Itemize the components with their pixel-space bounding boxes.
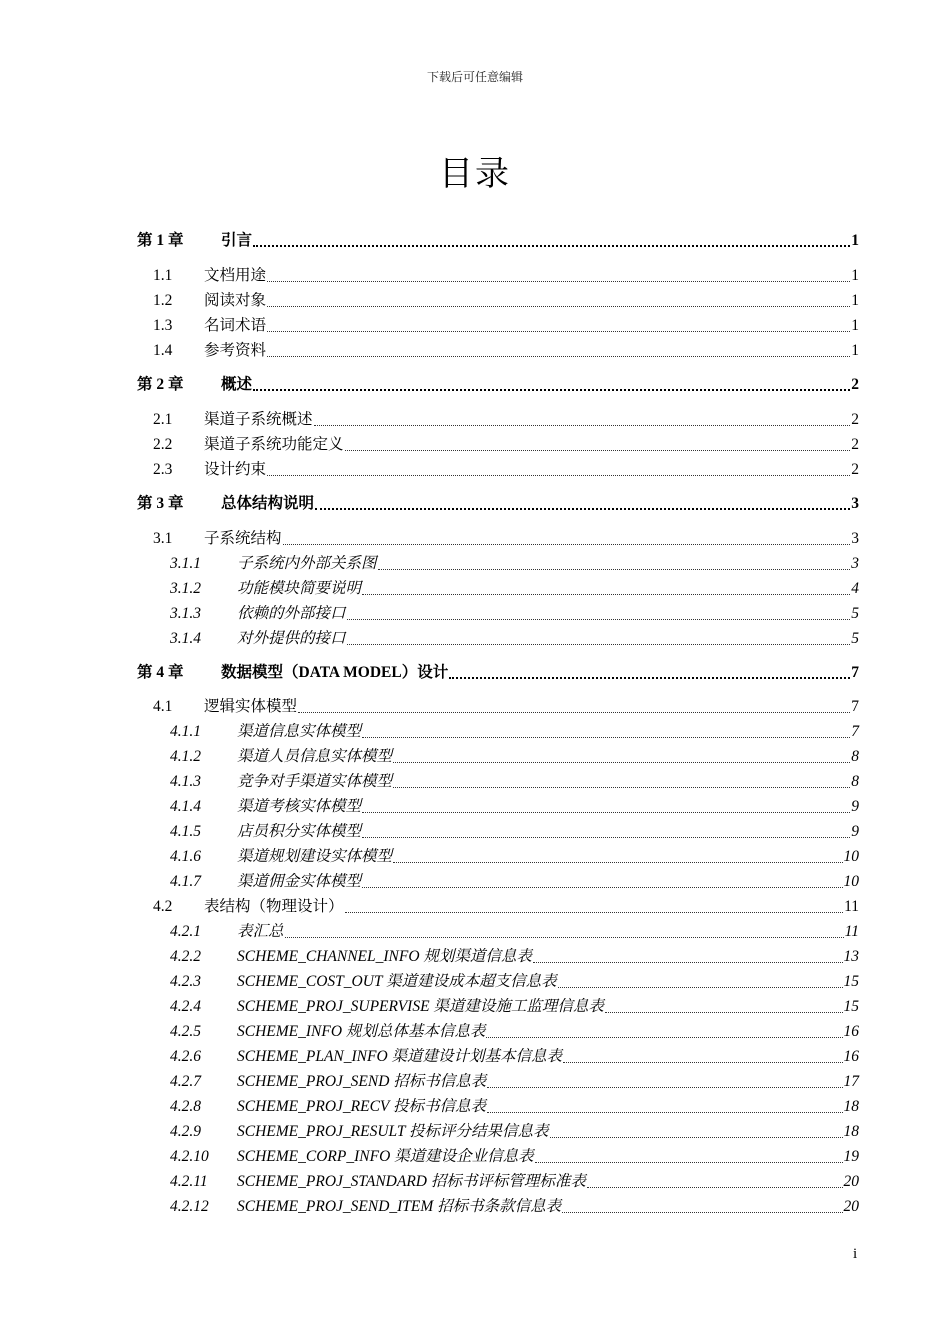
toc-entry-number: 4.1.5 [170, 823, 201, 840]
toc-dot-leader [533, 962, 843, 963]
toc-entry-number: 4.2.5 [170, 1023, 201, 1040]
toc-entry-title: 总体结构说明 [221, 495, 315, 512]
toc-dot-leader [267, 331, 850, 332]
toc-entry-page: 1 [851, 267, 859, 284]
toc-entry-title: 渠道子系统概述 [204, 411, 313, 428]
toc-entry-page: 11 [844, 898, 859, 915]
toc-dot-leader [487, 1112, 843, 1113]
toc-dot-leader [393, 787, 850, 788]
toc-entry-title: 竞争对手渠道实体模型 [237, 773, 393, 790]
toc-entry-number: 4.2.8 [170, 1098, 201, 1115]
toc-entry-title: SCHEME_PLAN_INFO 渠道建设计划基本信息表 [237, 1048, 563, 1065]
toc-entry-number: 4.2.10 [170, 1148, 209, 1165]
toc-entry-page: 17 [843, 1073, 859, 1090]
toc-entry-page: 10 [843, 873, 859, 890]
toc-entry-level-3[interactable] [137, 1045, 859, 1067]
toc-dot-leader [362, 887, 842, 888]
toc-entry-level-3[interactable] [137, 1095, 859, 1117]
toc-dot-leader [345, 912, 844, 913]
toc-entry-page: 4 [851, 580, 859, 597]
toc-entry-level-3[interactable] [137, 1120, 859, 1142]
toc-entry-title: 渠道规划建设实体模型 [237, 848, 393, 865]
toc-entry-page: 2 [851, 436, 859, 453]
toc-entry-level-3[interactable] [137, 1070, 859, 1092]
toc-entry-level-1[interactable] [137, 492, 859, 514]
toc-entry-number: 4.1.2 [170, 748, 201, 765]
toc-entry-page: 9 [851, 823, 859, 840]
toc-dot-leader [253, 245, 850, 247]
page-number: i [853, 1246, 858, 1262]
toc-entry-page: 1 [851, 292, 859, 309]
toc-entry-number: 3.1.4 [170, 630, 201, 647]
toc-entry-level-2[interactable] [137, 408, 859, 430]
toc-entry-page: 11 [844, 923, 859, 940]
toc-entry-number: 1.1 [153, 267, 173, 284]
toc-entry-level-3[interactable] [137, 1145, 859, 1167]
toc-entry-title: SCHEME_PROJ_RESULT 投标评分结果信息表 [237, 1123, 549, 1140]
toc-dot-leader [378, 569, 851, 570]
toc-entry-title: 依赖的外部接口 [237, 605, 346, 622]
toc-entry-page: 1 [851, 232, 859, 249]
toc-entry-number: 第 2 章 [137, 376, 184, 393]
toc-entry-page: 5 [851, 630, 859, 647]
toc-entry-level-3[interactable] [137, 745, 859, 767]
toc-dot-leader [362, 812, 850, 813]
toc-entry-number: 第 3 章 [137, 495, 184, 512]
toc-entry-title: 渠道子系统功能定义 [204, 436, 344, 453]
toc-entry-level-3[interactable] [137, 945, 859, 967]
toc-entry-page: 19 [843, 1148, 859, 1165]
toc-entry-number: 4.2.12 [170, 1198, 209, 1215]
toc-entry-title: 参考资料 [204, 342, 267, 359]
toc-entry-number: 4.1 [153, 698, 173, 715]
toc-entry-number: 4.1.7 [170, 873, 201, 890]
toc-entry-title: 渠道佣金实体模型 [237, 873, 362, 890]
toc-entry-number: 4.1.1 [170, 723, 201, 740]
toc-entry-title: 名词术语 [204, 317, 267, 334]
toc-entry-level-2[interactable] [137, 314, 859, 336]
toc-entry-number: 4.2.4 [170, 998, 201, 1015]
toc-entry-number: 2.1 [153, 411, 173, 428]
toc-entry-page: 15 [843, 973, 859, 990]
toc-entry-level-3[interactable] [137, 552, 859, 574]
toc-dot-leader [267, 475, 850, 476]
toc-entry-title: SCHEME_COST_OUT 渠道建设成本超支信息表 [237, 973, 557, 990]
toc-entry-number: 4.2.7 [170, 1073, 201, 1090]
toc-entry-title: SCHEME_CORP_INFO 渠道建设企业信息表 [237, 1148, 534, 1165]
toc-entry-title: SCHEME_PROJ_SEND_ITEM 招标书条款信息表 [237, 1198, 562, 1215]
toc-entry-page: 3 [851, 530, 859, 547]
toc-entry-title: 渠道人员信息实体模型 [237, 748, 393, 765]
toc-entry-page: 13 [843, 948, 859, 965]
toc-entry-title: 数据模型（DATA MODEL）设计 [221, 664, 449, 681]
toc-dot-leader [347, 619, 851, 620]
toc-dot-leader [362, 837, 850, 838]
toc-entry-level-3[interactable] [137, 720, 859, 742]
toc-dot-leader [558, 987, 843, 988]
toc-dot-leader [267, 306, 850, 307]
toc-dot-leader [253, 389, 850, 391]
toc-dot-leader [487, 1087, 842, 1088]
toc-entry-title: 概述 [221, 376, 253, 393]
toc-entry-level-1[interactable] [137, 373, 859, 395]
toc-entry-level-2[interactable] [137, 695, 859, 717]
toc-entry-title: 功能模块简要说明 [237, 580, 362, 597]
toc-entry-number: 4.1.3 [170, 773, 201, 790]
toc-entry-page: 15 [843, 998, 859, 1015]
toc-entry-page: 3 [851, 555, 859, 572]
toc-entry-title: 设计约束 [204, 461, 267, 478]
toc-entry-number: 第 1 章 [137, 232, 184, 249]
toc-entry-number: 4.1.6 [170, 848, 201, 865]
toc-entry-number: 3.1.3 [170, 605, 201, 622]
toc-entry-level-1[interactable] [137, 661, 859, 683]
toc-entry-title: SCHEME_PROJ_RECV 投标书信息表 [237, 1098, 486, 1115]
toc-entry-title: 子系统内外部关系图 [237, 555, 377, 572]
toc-entry-title: SCHEME_INFO 规划总体基本信息表 [237, 1023, 486, 1040]
toc-dot-leader [535, 1162, 843, 1163]
toc-entry-number: 3.1 [153, 530, 173, 547]
toc-dot-leader [550, 1137, 843, 1138]
toc-entry-page: 8 [851, 773, 859, 790]
toc-entry-page: 2 [851, 376, 859, 393]
toc-dot-leader [283, 544, 851, 545]
toc-dot-leader [345, 450, 851, 451]
toc-entry-page: 16 [843, 1048, 859, 1065]
toc-entry-level-3[interactable] [137, 1020, 859, 1042]
toc-entry-title: SCHEME_PROJ_STANDARD 招标书评标管理标准表 [237, 1173, 586, 1190]
toc-entry-number: 2.3 [153, 461, 173, 478]
toc-entry-level-2[interactable] [137, 433, 859, 455]
toc-entry-level-2[interactable] [137, 289, 859, 311]
toc-dot-leader [393, 762, 850, 763]
toc-entry-page: 2 [851, 411, 859, 428]
toc-entry-title: 表结构（物理设计） [204, 898, 344, 915]
toc-entry-level-1[interactable] [137, 229, 859, 251]
toc-entry-level-3[interactable] [137, 970, 859, 992]
toc-entry-page: 9 [851, 798, 859, 815]
toc-dot-leader [362, 594, 850, 595]
toc-entry-number: 4.2.1 [170, 923, 201, 940]
toc-entry-number: 2.2 [153, 436, 173, 453]
toc-entry-title: 文档用途 [204, 267, 267, 284]
toc-dot-leader [449, 677, 850, 679]
toc-entry-page: 10 [843, 848, 859, 865]
toc-entry-page: 5 [851, 605, 859, 622]
toc-entry-level-3[interactable] [137, 845, 859, 867]
toc-entry-number: 1.3 [153, 317, 173, 334]
toc-title: 目录 [439, 154, 511, 194]
toc-entry-level-2[interactable] [137, 527, 859, 549]
toc-entry-title: 渠道考核实体模型 [237, 798, 362, 815]
toc-dot-leader [605, 1012, 843, 1013]
toc-entry-level-3[interactable] [137, 920, 859, 942]
toc-entry-page: 18 [843, 1098, 859, 1115]
toc-entry-page: 16 [843, 1023, 859, 1040]
toc-entry-level-3[interactable] [137, 795, 859, 817]
toc-entry-level-3[interactable] [137, 870, 859, 892]
toc-entry-number: 1.4 [153, 342, 173, 359]
toc-entry-page: 1 [851, 317, 859, 334]
toc-entry-page: 7 [851, 723, 859, 740]
toc-dot-leader [562, 1212, 842, 1213]
toc-entry-page: 20 [843, 1173, 859, 1190]
toc-entry-number: 3.1.1 [170, 555, 201, 572]
toc-dot-leader [314, 425, 851, 426]
toc-entry-title: 引言 [221, 232, 253, 249]
toc-entry-title: 表汇总 [237, 923, 284, 940]
toc-entry-page: 18 [843, 1123, 859, 1140]
toc-entry-title: 子系统结构 [204, 530, 282, 547]
toc-entry-title: 对外提供的接口 [237, 630, 346, 647]
toc-entry-level-3[interactable] [137, 627, 859, 649]
toc-entry-number: 4.2 [153, 898, 173, 915]
toc-entry-number: 4.1.4 [170, 798, 201, 815]
toc-entry-number: 3.1.2 [170, 580, 201, 597]
toc-entry-title: SCHEME_PROJ_SUPERVISE 渠道建设施工监理信息表 [237, 998, 604, 1015]
toc-dot-leader [362, 737, 850, 738]
toc-entry-number: 第 4 章 [137, 664, 184, 681]
toc-entry-level-2[interactable] [137, 895, 859, 917]
toc-entry-title: 阅读对象 [204, 292, 267, 309]
toc-entry-page: 7 [851, 664, 859, 681]
toc-entry-level-2[interactable] [137, 339, 859, 361]
toc-dot-leader [393, 862, 842, 863]
toc-entry-page: 20 [843, 1198, 859, 1215]
toc-entry-page: 1 [851, 342, 859, 359]
toc-entry-level-3[interactable] [137, 995, 859, 1017]
toc-entry-number: 4.2.11 [170, 1173, 208, 1190]
toc-dot-leader [486, 1037, 842, 1038]
toc-entry-level-3[interactable] [137, 1170, 859, 1192]
toc-dot-leader [315, 508, 850, 510]
toc-dot-leader [298, 712, 850, 713]
toc-dot-leader [563, 1062, 842, 1063]
toc-entry-title: SCHEME_PROJ_SEND 招标书信息表 [237, 1073, 487, 1090]
toc-entry-page: 8 [851, 748, 859, 765]
toc-dot-leader [267, 281, 850, 282]
page-header: 下载后可任意编辑 [426, 70, 523, 84]
toc-entry-title: 逻辑实体模型 [204, 698, 298, 715]
toc-entry-page: 2 [851, 461, 859, 478]
toc-entry-number: 4.2.2 [170, 948, 201, 965]
toc-entry-level-3[interactable] [137, 577, 859, 599]
toc-dot-leader [347, 644, 851, 645]
toc-entry-number: 4.2.9 [170, 1123, 201, 1140]
toc-entry-level-3[interactable] [137, 770, 859, 792]
toc-entry-level-2[interactable] [137, 458, 859, 480]
toc-entry-title: 店员积分实体模型 [237, 823, 362, 840]
toc-dot-leader [267, 356, 850, 357]
toc-entry-number: 1.2 [153, 292, 173, 309]
toc-dot-leader [587, 1187, 843, 1188]
toc-entry-page: 7 [851, 698, 859, 715]
toc-entry-level-2[interactable] [137, 264, 859, 286]
toc-entry-level-3[interactable] [137, 820, 859, 842]
toc-entry-page: 3 [851, 495, 859, 512]
toc-entry-number: 4.2.3 [170, 973, 201, 990]
toc-entry-title: 渠道信息实体模型 [237, 723, 362, 740]
toc-entry-number: 4.2.6 [170, 1048, 201, 1065]
toc-entry-level-3[interactable] [137, 1195, 859, 1217]
toc-entry-title: SCHEME_CHANNEL_INFO 规划渠道信息表 [237, 948, 532, 965]
toc-entry-level-3[interactable] [137, 602, 859, 624]
toc-dot-leader [285, 937, 844, 938]
